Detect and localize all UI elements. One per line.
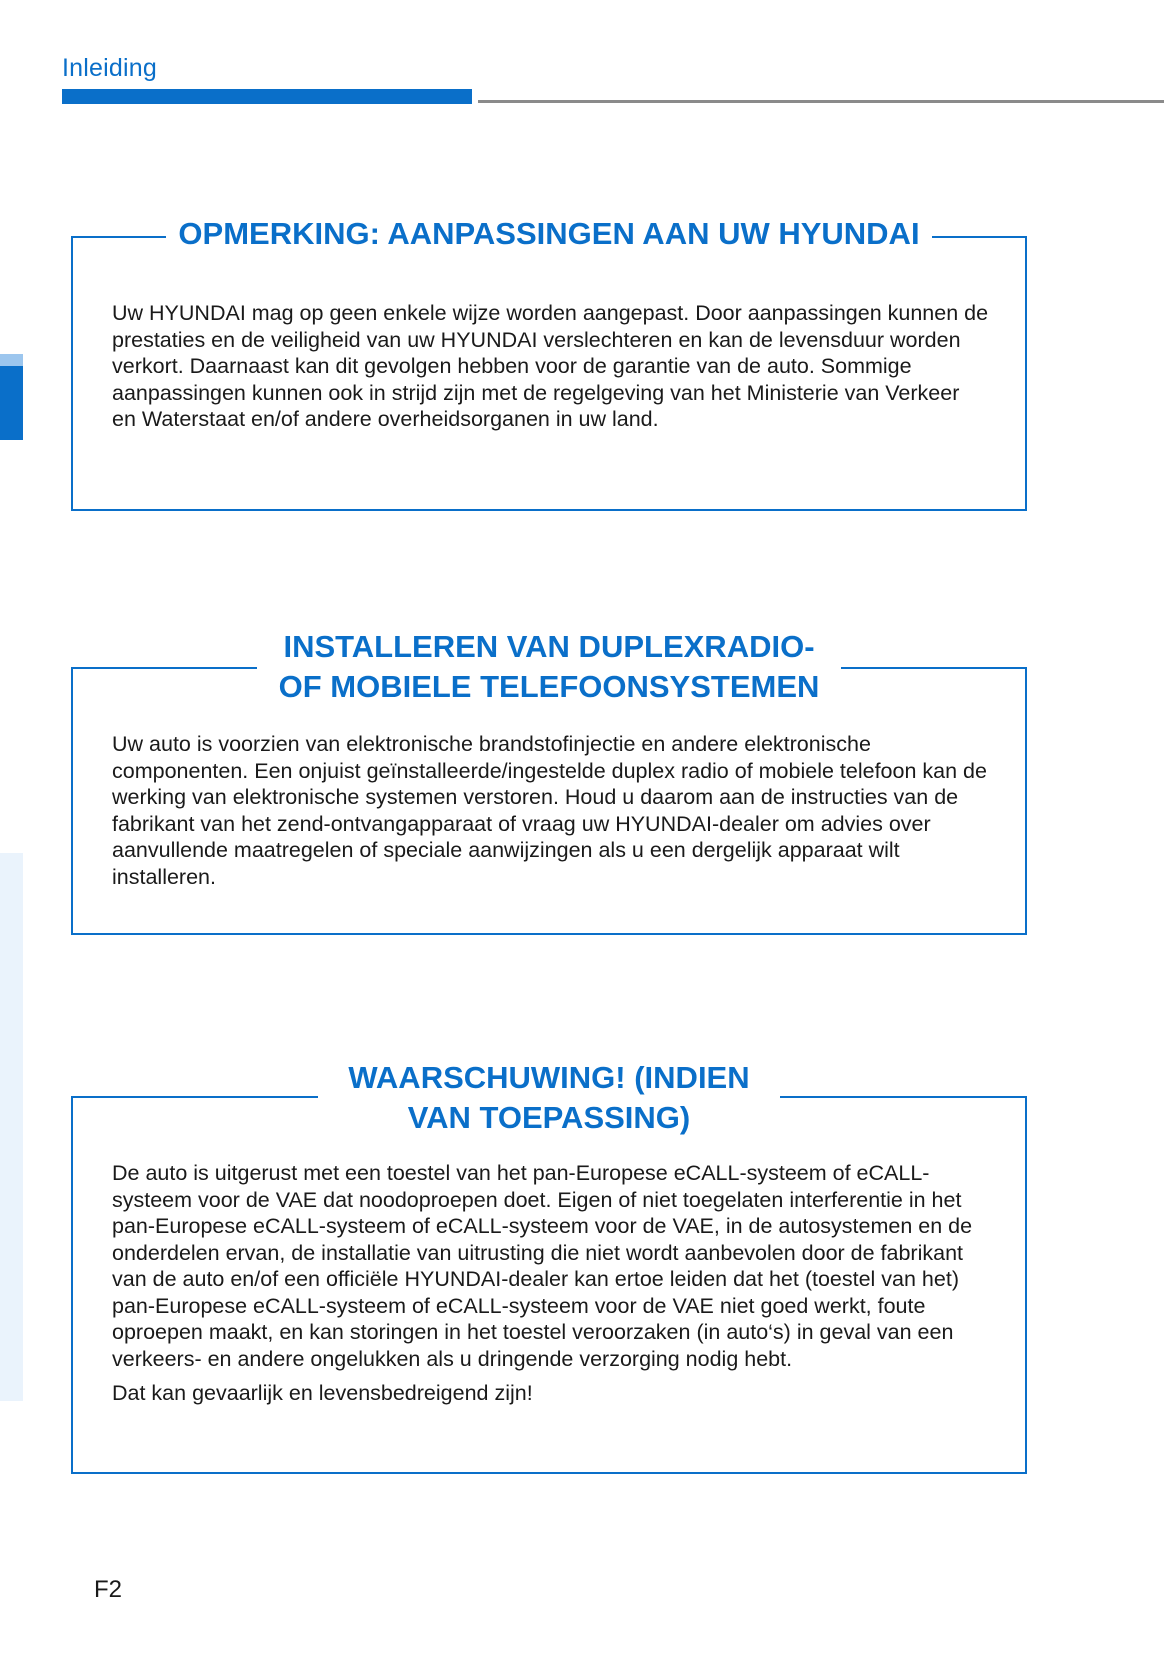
- warning-ecall: [71, 1060, 1027, 1474]
- notice-radio-installation: [71, 629, 1027, 935]
- notice-title: [73, 214, 1025, 254]
- notice-modifications: [71, 216, 1027, 511]
- chapter-tab-highlight: [0, 354, 23, 366]
- notice-title-line: OPMERKING: AANPASSINGEN AAN UW HYUNDAI: [178, 214, 919, 254]
- warning-title-line: WAARSCHUWING! (INDIEN: [348, 1058, 749, 1098]
- section-label: Inleiding: [62, 54, 157, 82]
- notice-body: [112, 731, 989, 898]
- warning-paragraph: De auto is uitgerust met een toestel van het pan-Europese eCALL-systeem of eCALL-systeem voor de VAE dat noodoproepen doet. Eigen of niet toegelaten interferentie in het pan-Europese eCALL-systeem of eCALL-systeem voor de VAE, in de autosystemen en de onderdelen ervan, de installatie van uitrusting die niet wordt aanbevolen door de fabrikant van de auto en/of een officiële HYUNDAI-dealer kan ertoe leiden dat het (toestel van het) pan-Europese eCALL-systeem of eCALL-systeem voor de VAE niet goed werkt, foute oproepen maakt, en kan storingen in het toestel veroorzaken (in auto‘s) in geval van een verkeers- en andere ongelukken als u dringende verzorging nodig hebt.: [112, 1161, 973, 1371]
- notice-body: [112, 300, 989, 441]
- chapter-tab: [0, 366, 23, 440]
- notice-title-line: INSTALLEREN VAN DUPLEXRADIO-: [279, 627, 820, 667]
- notice-title: [73, 627, 1025, 707]
- chapter-strip: [0, 853, 23, 1401]
- warning-title: [73, 1058, 1025, 1138]
- notice-paragraph: Uw auto is voorzien van elektronische brandstofinjectie en andere elektronische componenten. Een onjuist geïnstalleerde/ingestelde duplex radio of mobiele telefoon kan de werking van elektronische systemen verstoren. Houd u daarom aan de instructies van de fabrikant van het zend-ontvangapparaat of vraag uw HYUNDAI-dealer om advies over aanvullende maatregelen of speciale aanwijzingen als u een dergelijk apparaat wilt installeren.: [112, 732, 987, 889]
- warning-paragraph: Dat kan gevaarlijk en levensbedreigend zijn!: [112, 1381, 533, 1405]
- notice-title-line: OF MOBIELE TELEFOONSYSTEMEN: [279, 667, 820, 707]
- header-rule: [478, 100, 1164, 103]
- page-number: F2: [94, 1576, 123, 1603]
- header-rule-accent: [62, 89, 472, 104]
- warning-body: [112, 1160, 989, 1415]
- warning-title-line: VAN TOEPASSING): [348, 1098, 749, 1138]
- notice-paragraph: Uw HYUNDAI mag op geen enkele wijze worden aangepast. Door aanpassingen kunnen de prestaties en de veiligheid van uw HYUNDAI verslechteren en kan de levensduur worden verkort. Daarnaast kan dit gevolgen hebben voor de garantie van de auto. Sommige aanpassingen kunnen ook in strijd zijn met de regelgeving van het Ministerie van Verkeer en Waterstaat en/of andere overheidsorganen in uw land.: [112, 301, 989, 431]
